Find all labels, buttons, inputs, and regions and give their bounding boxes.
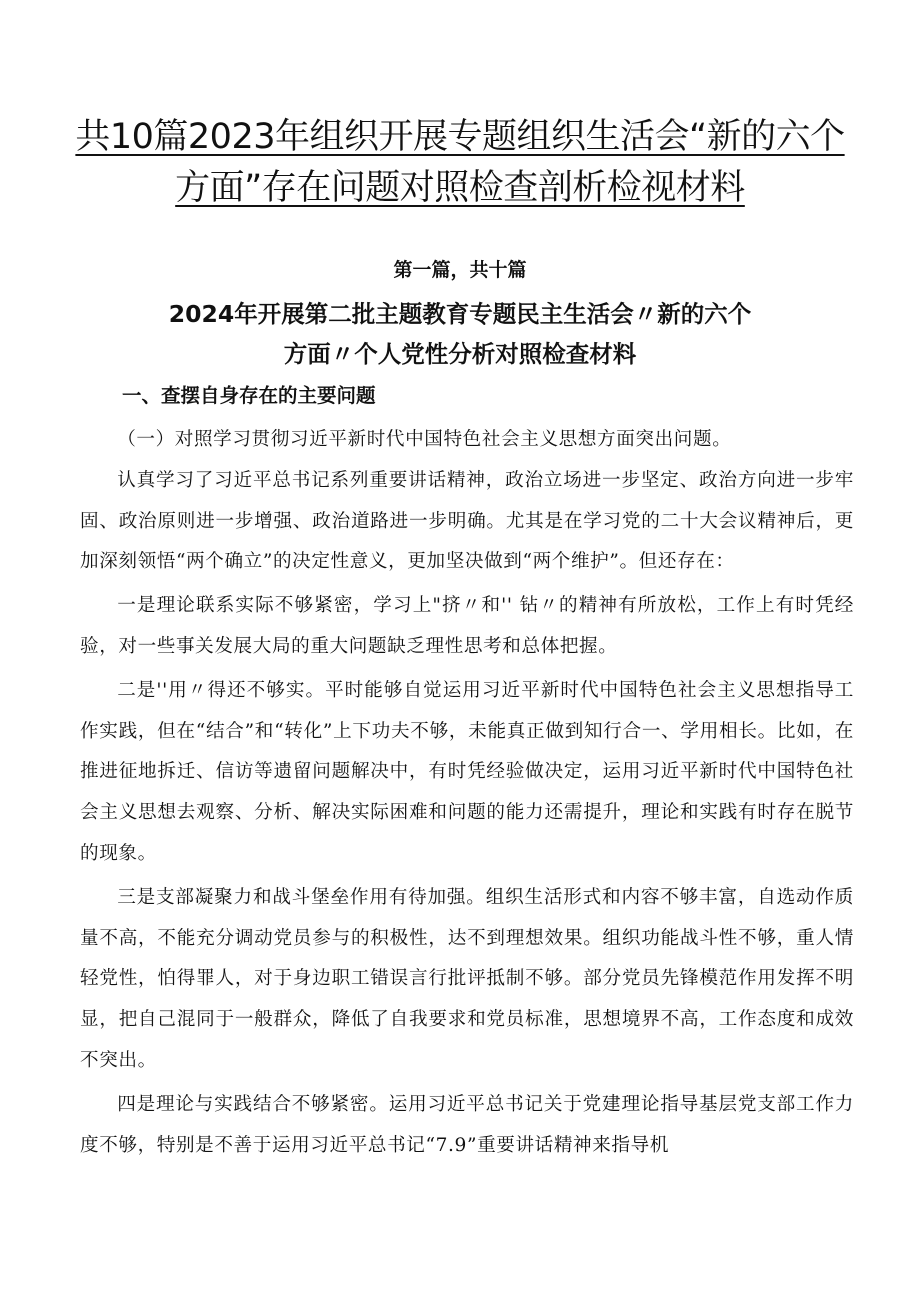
- document-main-title: 共10篇2023年组织开展专题组织生活会“新的六个方面”存在问题对照检查剖析检视材料: [75, 117, 845, 208]
- paragraph-issue-4: 四是理论与实践结合不够紧密。运用习近平总书记关于党建理论指导基层党支部工作力度不够，特别是不善于运用习近平总书记“7.9”重要讲话精神来指导机: [80, 1093, 854, 1156]
- section-heading: 一、查摆自身存在的主要问题: [122, 384, 376, 407]
- paragraph-issue-3: 三是支部凝聚力和战斗堡垒作用有待加强。组织生活形式和内容不够丰富，自选动作质量不高，不能充分调动党员参与的积极性，达不到理想效果。组织功能战斗性不够，重人情轻党性，怕得罪人，对于身边职工错误言行批评抵制不够。部分党员先锋模范作用发挥不明显，把自己混同于一般群众，降低了自我要求和党员标准，思想境界不高，工作态度和成效不突出。: [80, 886, 854, 1071]
- article-title-line-1: 2024年开展第二批主题教育专题民主生活会〃新的六个: [168, 300, 752, 328]
- article-number-label: 第一篇，共十篇: [393, 259, 527, 281]
- paragraph-intro: 认真学习了习近平总书记系列重要讲话精神，政治立场进一步坚定、政治方向进一步牢固、政治原则进一步增强、政治道路进一步明确。尤其是在学习党的二十大会议精神后，更加深刻领悟“两个确立”的决定性意义，更加坚决做到“两个维护”。但还存在：: [80, 469, 854, 573]
- paragraph-subsection-heading: （一）对照学习贯彻习近平新时代中国特色社会主义思想方面突出问题。: [117, 429, 732, 450]
- document-body: [80, 420, 854, 1166]
- paragraph-issue-2: 二是''用〃得还不够实。平时能够自觉运用习近平新时代中国特色社会主义思想指导工作实践，但在“结合”和“转化”上下功夫不够，未能真正做到知行合一、学用相长。比如，在推进征地拆迁、信访等遗留问题解决中，有时凭经验做决定，运用习近平新时代中国特色社会主义思想去观察、分析、解决实际困难和问题的能力还需提升，理论和实践有时存在脱节的现象。: [80, 679, 854, 864]
- article-title-line-2: 方面〃个人党性分析对照检查材料: [283, 340, 637, 368]
- article-title: [100, 294, 820, 374]
- paragraph-issue-1: 一是理论联系实际不够紧密，学习上"挤〃和'' 钻〃的精神有所放松，工作上有时凭经验，对一些事关发展大局的重大问题缺乏理性思考和总体把握。: [80, 595, 854, 657]
